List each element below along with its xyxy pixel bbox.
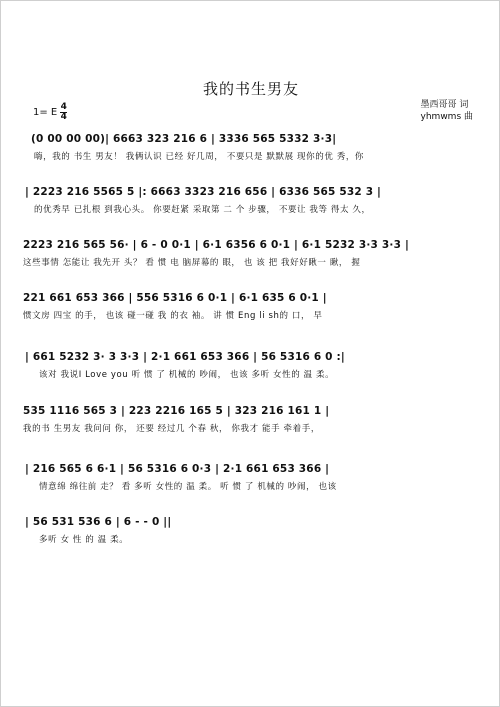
lyric-line: 情意绵 绵往前 走？ 看 多听 女性的 温 柔。 听 惯 了 机械的 吵闹， 也该 — [39, 482, 337, 492]
song-title: 我的书生男友 — [202, 80, 299, 98]
time-numerator: 4 — [60, 102, 67, 112]
notation-line: | 216 565 6 6·1 | 56 5316 6 0·3 | 2·1 661 653 366 | — [25, 463, 330, 475]
lyric-line: 我的书 生男友 我问问 你， 还要 经过几 个春 秋， 你我才 能手 牵着手， — [23, 424, 320, 434]
notation-line: | 56 531 536 6 | 6 - - 0 || — [25, 516, 172, 528]
notation-line: | 2223 216 5565 5 |: 6663 3323 216 656 | 6336 565 532 3 | — [25, 186, 382, 198]
lyric-line: 该对 我说I Love you 听 惯 了 机械的 吵闹， 也该 多听 女性的 温 柔。 — [39, 370, 335, 380]
notation-line: 221 661 653 366 | 556 5316 6 0·1 | 6·1 635 6 0·1 | — [23, 292, 327, 304]
composer-credit: yhmwms 曲 — [420, 112, 473, 122]
lyric-line: 惯文房 四宝 的手， 也该 碰一碰 我 的衣 袖。 讲 惯 Eng li sh的 口， 早 — [23, 311, 323, 321]
notation-line: (0 00 00 00)| 6663 323 216 6 | 3336 565 5332 3·3| — [31, 133, 337, 145]
notation-line: 535 1116 565 3 | 223 2216 165 5 | 323 216 161 1 | — [23, 405, 330, 417]
lyric-line: 的优秀早 已扎根 到我心头。 你要赶紧 采取第 二 个 步骤， 不要让 我等 得太 久， — [34, 205, 371, 215]
time-signature — [60, 103, 67, 122]
lyric-line: 这些事情 怎能让 我先开 头？ 看 惯 电 脑屏幕的 眼， 也 该 把 我好好瞅一 瞅， 握 — [23, 258, 361, 268]
lyric-line: 多听 女 性 的 温 柔。 — [39, 535, 129, 545]
time-denominator: 4 — [60, 112, 67, 122]
notation-line: 2223 216 565 56· | 6 - 0 0·1 | 6·1 6356 6 0·1 | 6·1 5232 3·3 3·3 | — [23, 239, 409, 251]
key-prefix: 1= E — [33, 107, 58, 118]
credits — [421, 99, 473, 123]
notation-line: | 661 5232 3· 3 3·3 | 2·1 661 653 366 | 56 5316 6 0 :| — [25, 351, 345, 363]
lyric-line: 嗨，我的 书生 男友！ 我俩认识 已经 好几周， 不要只是 默默展 现你的优 秀，你 — [34, 152, 365, 162]
lyricist-credit: 墨西哥哥 词 — [420, 100, 469, 110]
key-signature — [33, 103, 67, 122]
